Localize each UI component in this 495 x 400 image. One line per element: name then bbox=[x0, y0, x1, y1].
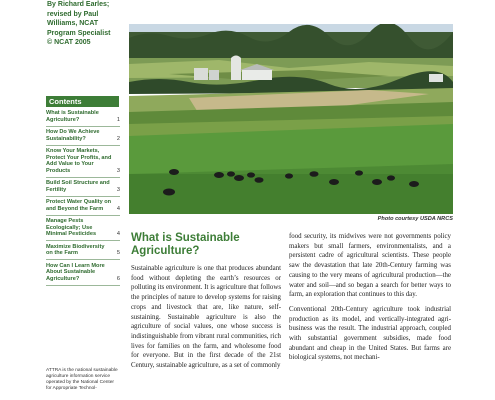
toc-item-page: 4 bbox=[116, 231, 120, 238]
contents-heading: Contents bbox=[46, 96, 119, 107]
toc-item-title: Protect Water Quality on and Beyond the Farm bbox=[46, 199, 112, 212]
toc-item-page: 6 bbox=[116, 275, 120, 282]
author-line: Williams, NCAT bbox=[47, 20, 99, 27]
toc-item[interactable] bbox=[46, 263, 120, 286]
author-block bbox=[47, 0, 127, 48]
toc-item[interactable] bbox=[46, 148, 120, 178]
farm-photo bbox=[129, 24, 453, 214]
toc-item-page: 5 bbox=[116, 250, 120, 257]
article-column-1 bbox=[131, 264, 281, 376]
body-paragraph: Sustainable agriculture is one that produces abundant food without depleting the earth’s resources or polluting its environment. It is agriculture that follows the principles of nature to develop systems for raising crops and livestock that are, like nature, self-sustaining. Sustainable agriculture is also the agriculture of social values, one whose success is indistinguishable from vibrant rural communities, rich lives for families on the farm, and wholesome food for everyone. But in the first decade of the 21st Century, sustainable agriculture, as a set of commonly bbox=[131, 265, 281, 370]
article-column-2 bbox=[289, 232, 451, 368]
author-line: revised by Paul bbox=[47, 10, 99, 18]
author-line: Program Specialist bbox=[47, 29, 111, 37]
toc-item-title: How Can I Learn More About Sustainable Agriculture? bbox=[46, 262, 105, 282]
left-sidebar bbox=[0, 0, 126, 400]
toc-item[interactable] bbox=[46, 218, 120, 241]
toc-item-title: Build Soil Structure and Fertility bbox=[46, 180, 110, 193]
table-of-contents bbox=[46, 110, 120, 288]
toc-item-title: Maximize Biodiversity on the Farm bbox=[46, 243, 105, 257]
toc-item-page: 1 bbox=[116, 116, 120, 123]
toc-item-title: What is Sustainable Agriculture? bbox=[46, 110, 99, 123]
attra-note: ATTRA is the national sustainable agriculture information service operated by the National Center for Appropriate Technol- bbox=[46, 368, 118, 391]
article-heading: What is Sustainable Agriculture? bbox=[131, 232, 240, 257]
toc-item-title: How Do We Achieve Sustainability? bbox=[46, 128, 100, 142]
toc-item-page: 3 bbox=[116, 167, 120, 174]
toc-item[interactable] bbox=[46, 244, 120, 261]
copyright-line: © NCAT 2005 bbox=[47, 39, 91, 46]
toc-item[interactable] bbox=[46, 180, 120, 197]
body-paragraph: food security, its midwives were not governments policy makers but small farmers, environmentalists, and a persistent cadre of agricultural scientists. These people saw the devastation that late 20th-Century farming was causing to the very means of agricultural production—the water and soil—and so began a search for better ways to farm, an exploration that continues to this day. bbox=[289, 233, 451, 299]
toc-item[interactable] bbox=[46, 129, 120, 146]
toc-item[interactable] bbox=[46, 199, 120, 216]
toc-item-page: 4 bbox=[116, 205, 120, 212]
toc-item-title: Manage Pests Ecologically; Use Minimal Pesticides bbox=[46, 218, 97, 238]
photo-credit: Photo courtesy USDA NRCS bbox=[377, 216, 453, 222]
toc-item[interactable] bbox=[46, 110, 120, 127]
toc-item-page: 2 bbox=[116, 135, 120, 142]
toc-item-title: Know Your Markets, Protect Your Profits, and Add Value to Your Products bbox=[46, 147, 112, 174]
body-paragraph: Conventional 20th-Century agriculture took industrial production as its model, and vertically-integrated agri-business was the result. The industrial approach, coupled with substantial government subsidies, made food abundant and cheap in the United States. But farms are biological systems, not mechani- bbox=[289, 305, 451, 362]
author-line: By Richard Earles; bbox=[47, 1, 110, 8]
farm-landscape-image bbox=[129, 24, 453, 214]
toc-item-page: 3 bbox=[116, 186, 120, 193]
